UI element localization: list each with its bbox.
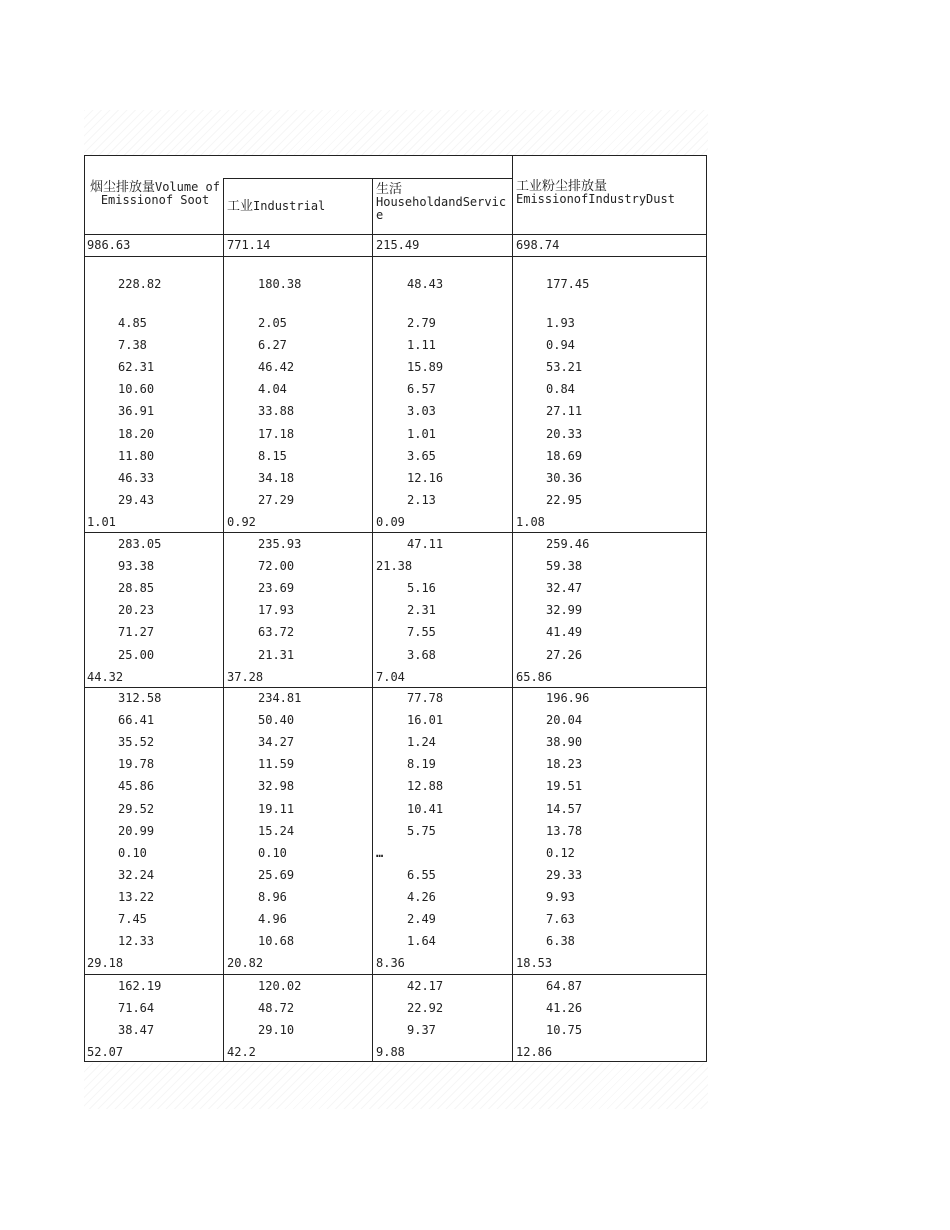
table-cell: 18.20 xyxy=(118,427,155,441)
table-cell: 1.08 xyxy=(516,515,545,529)
table-cell: 64.87 xyxy=(546,979,583,993)
table-cell: 6.55 xyxy=(407,868,436,882)
header-bottom-line xyxy=(85,234,706,235)
table-cell: 2.05 xyxy=(258,316,287,330)
table-cell: 21.31 xyxy=(258,648,295,662)
table-cell: 17.18 xyxy=(258,427,295,441)
table-cell: 228.82 xyxy=(118,277,162,291)
header-soot-en: Volume ofEmissionof Soot xyxy=(100,180,221,207)
total-soot: 986.63 xyxy=(87,238,131,252)
sheet-background-bottom xyxy=(84,1063,708,1109)
table-cell: 20.33 xyxy=(546,427,583,441)
table-cell: 93.38 xyxy=(118,559,155,573)
table-cell: 30.36 xyxy=(546,471,583,485)
table-cell: 44.32 xyxy=(87,670,124,684)
table-cell: 2.13 xyxy=(407,493,436,507)
table-cell: 41.49 xyxy=(546,625,583,639)
table-cell: 8.36 xyxy=(376,956,405,970)
table-cell: 12.86 xyxy=(516,1045,553,1059)
header-soot xyxy=(87,181,223,207)
total-dust: 698.74 xyxy=(516,238,560,252)
table-cell: 7.45 xyxy=(118,912,147,926)
table-cell: 18.53 xyxy=(516,956,553,970)
header-household xyxy=(376,183,510,222)
table-cell: 19.11 xyxy=(258,802,295,816)
table-cell: 12.16 xyxy=(407,471,444,485)
table-cell: 0.10 xyxy=(118,846,147,860)
table-cell: 25.00 xyxy=(118,648,155,662)
table-cell: 21.38 xyxy=(376,559,413,573)
table-cell: 27.11 xyxy=(546,404,583,418)
table-cell: 20.04 xyxy=(546,713,583,727)
table-cell: 10.68 xyxy=(258,934,295,948)
table-cell: 4.85 xyxy=(118,316,147,330)
table-cell: 9.37 xyxy=(407,1023,436,1037)
header-dust-en: EmissionofIndustryDust xyxy=(516,192,675,206)
table-cell: 283.05 xyxy=(118,537,162,551)
table-cell: 32.47 xyxy=(546,581,583,595)
table-cell: 17.93 xyxy=(258,603,295,617)
table-cell: 32.98 xyxy=(258,779,295,793)
table-cell: 6.38 xyxy=(546,934,575,948)
table-cell: 7.55 xyxy=(407,625,436,639)
header-dust-cn: 工业粉尘排放量 xyxy=(516,179,608,194)
header-industrial-cn: 工业 xyxy=(227,199,254,214)
table-cell: 13.78 xyxy=(546,824,583,838)
table-cell: 2.79 xyxy=(407,316,436,330)
table-cell: 38.90 xyxy=(546,735,583,749)
table-cell: 20.82 xyxy=(227,956,264,970)
table-cell: 4.26 xyxy=(407,890,436,904)
table-cell: 1.24 xyxy=(407,735,436,749)
table-cell: 235.93 xyxy=(258,537,302,551)
table-cell: 0.94 xyxy=(546,338,575,352)
table-cell: 62.31 xyxy=(118,360,155,374)
total-industrial: 771.14 xyxy=(227,238,271,252)
table-cell: 177.45 xyxy=(546,277,590,291)
table-cell: 48.43 xyxy=(407,277,444,291)
table-cell: 71.64 xyxy=(118,1001,155,1015)
table-cell: 4.96 xyxy=(258,912,287,926)
table-cell: 27.29 xyxy=(258,493,295,507)
table-cell: 53.21 xyxy=(546,360,583,374)
table-cell: 27.26 xyxy=(546,648,583,662)
header-industrial-en: Industrial xyxy=(253,199,326,213)
table-cell: 1.64 xyxy=(407,934,436,948)
table-cell: 196.96 xyxy=(546,691,590,705)
total-bottom-line xyxy=(85,256,706,257)
table-cell: 29.10 xyxy=(258,1023,295,1037)
table-cell: 33.88 xyxy=(258,404,295,418)
table-cell: 10.60 xyxy=(118,382,155,396)
table-cell: 29.18 xyxy=(87,956,124,970)
table-cell: 7.04 xyxy=(376,670,405,684)
table-cell: 42.17 xyxy=(407,979,444,993)
table-cell: 20.99 xyxy=(118,824,155,838)
table-cell: 42.2 xyxy=(227,1045,256,1059)
table-cell: 72.00 xyxy=(258,559,295,573)
table-cell: 0.12 xyxy=(546,846,575,860)
table-cell: 59.38 xyxy=(546,559,583,573)
table-cell: 2.31 xyxy=(407,603,436,617)
header-dust xyxy=(516,180,706,206)
table-cell: 234.81 xyxy=(258,691,302,705)
table-cell: … xyxy=(376,846,385,860)
table-cell: 5.75 xyxy=(407,824,436,838)
table-cell: 71.27 xyxy=(118,625,155,639)
table-cell: 47.11 xyxy=(407,537,444,551)
table-cell: 34.18 xyxy=(258,471,295,485)
table-cell: 46.33 xyxy=(118,471,155,485)
table-cell: 25.69 xyxy=(258,868,295,882)
table-cell: 23.69 xyxy=(258,581,295,595)
table-cell: 13.22 xyxy=(118,890,155,904)
table-cell: 18.23 xyxy=(546,757,583,771)
table-cell: 312.58 xyxy=(118,691,162,705)
table-cell: 50.40 xyxy=(258,713,295,727)
table-cell: 0.10 xyxy=(258,846,287,860)
table-cell: 8.96 xyxy=(258,890,287,904)
header-soot-cn: 烟尘排放量 xyxy=(89,180,155,195)
table-cell: 18.69 xyxy=(546,449,583,463)
table-cell: 0.84 xyxy=(546,382,575,396)
table-cell: 48.72 xyxy=(258,1001,295,1015)
group-divider xyxy=(85,687,706,688)
header-subline xyxy=(223,178,513,179)
table-cell: 9.93 xyxy=(546,890,575,904)
table-cell: 1.01 xyxy=(87,515,116,529)
table-cell: 63.72 xyxy=(258,625,295,639)
table-cell: 22.92 xyxy=(407,1001,444,1015)
table-cell: 65.86 xyxy=(516,670,553,684)
table-cell: 120.02 xyxy=(258,979,302,993)
header-industrial xyxy=(227,200,372,213)
table-cell: 15.24 xyxy=(258,824,295,838)
table-cell: 3.65 xyxy=(407,449,436,463)
column-divider xyxy=(512,156,513,1061)
table-cell: 1.01 xyxy=(407,427,436,441)
table-cell: 6.57 xyxy=(407,382,436,396)
table-cell: 19.78 xyxy=(118,757,155,771)
table-cell: 38.47 xyxy=(118,1023,155,1037)
table-cell: 20.23 xyxy=(118,603,155,617)
table-cell: 10.75 xyxy=(546,1023,583,1037)
table-cell: 1.93 xyxy=(546,316,575,330)
column-divider xyxy=(223,178,224,1061)
table-cell: 7.63 xyxy=(546,912,575,926)
table-cell: 162.19 xyxy=(118,979,162,993)
table-cell: 36.91 xyxy=(118,404,155,418)
table-cell: 11.59 xyxy=(258,757,295,771)
table-cell: 77.78 xyxy=(407,691,444,705)
table-cell: 0.92 xyxy=(227,515,256,529)
table-cell: 12.88 xyxy=(407,779,444,793)
table-cell: 22.95 xyxy=(546,493,583,507)
group-divider xyxy=(85,532,706,533)
table-cell: 29.52 xyxy=(118,802,155,816)
table-cell: 8.19 xyxy=(407,757,436,771)
table-cell: 6.27 xyxy=(258,338,287,352)
table-cell: 4.04 xyxy=(258,382,287,396)
table-cell: 29.33 xyxy=(546,868,583,882)
table-cell: 46.42 xyxy=(258,360,295,374)
group-divider xyxy=(85,974,706,975)
table-cell: 0.09 xyxy=(376,515,405,529)
table-cell: 66.41 xyxy=(118,713,155,727)
table-cell: 3.68 xyxy=(407,648,436,662)
table-cell: 10.41 xyxy=(407,802,444,816)
table-cell: 28.85 xyxy=(118,581,155,595)
header-household-en: HouseholdandService xyxy=(376,195,507,222)
table-cell: 259.46 xyxy=(546,537,590,551)
table-cell: 41.26 xyxy=(546,1001,583,1015)
table-cell: 32.99 xyxy=(546,603,583,617)
table-cell: 37.28 xyxy=(227,670,264,684)
table-cell: 32.24 xyxy=(118,868,155,882)
table-cell: 5.16 xyxy=(407,581,436,595)
table-cell: 12.33 xyxy=(118,934,155,948)
table-cell: 52.07 xyxy=(87,1045,124,1059)
table-cell: 14.57 xyxy=(546,802,583,816)
table-cell: 3.03 xyxy=(407,404,436,418)
table-cell: 29.43 xyxy=(118,493,155,507)
column-divider xyxy=(372,178,373,1061)
table-cell: 2.49 xyxy=(407,912,436,926)
table-cell: 180.38 xyxy=(258,277,302,291)
sheet-background-top xyxy=(84,110,708,156)
total-household: 215.49 xyxy=(376,238,420,252)
table-cell: 1.11 xyxy=(407,338,436,352)
table-cell: 34.27 xyxy=(258,735,295,749)
table-cell: 45.86 xyxy=(118,779,155,793)
table-cell: 11.80 xyxy=(118,449,155,463)
table-cell: 16.01 xyxy=(407,713,444,727)
table-cell: 7.38 xyxy=(118,338,147,352)
table-cell: 15.89 xyxy=(407,360,444,374)
table-cell: 35.52 xyxy=(118,735,155,749)
table-cell: 9.88 xyxy=(376,1045,405,1059)
emission-table xyxy=(84,155,707,1062)
header-household-cn: 生活 xyxy=(376,182,403,197)
table-cell: 8.15 xyxy=(258,449,287,463)
table-cell: 19.51 xyxy=(546,779,583,793)
